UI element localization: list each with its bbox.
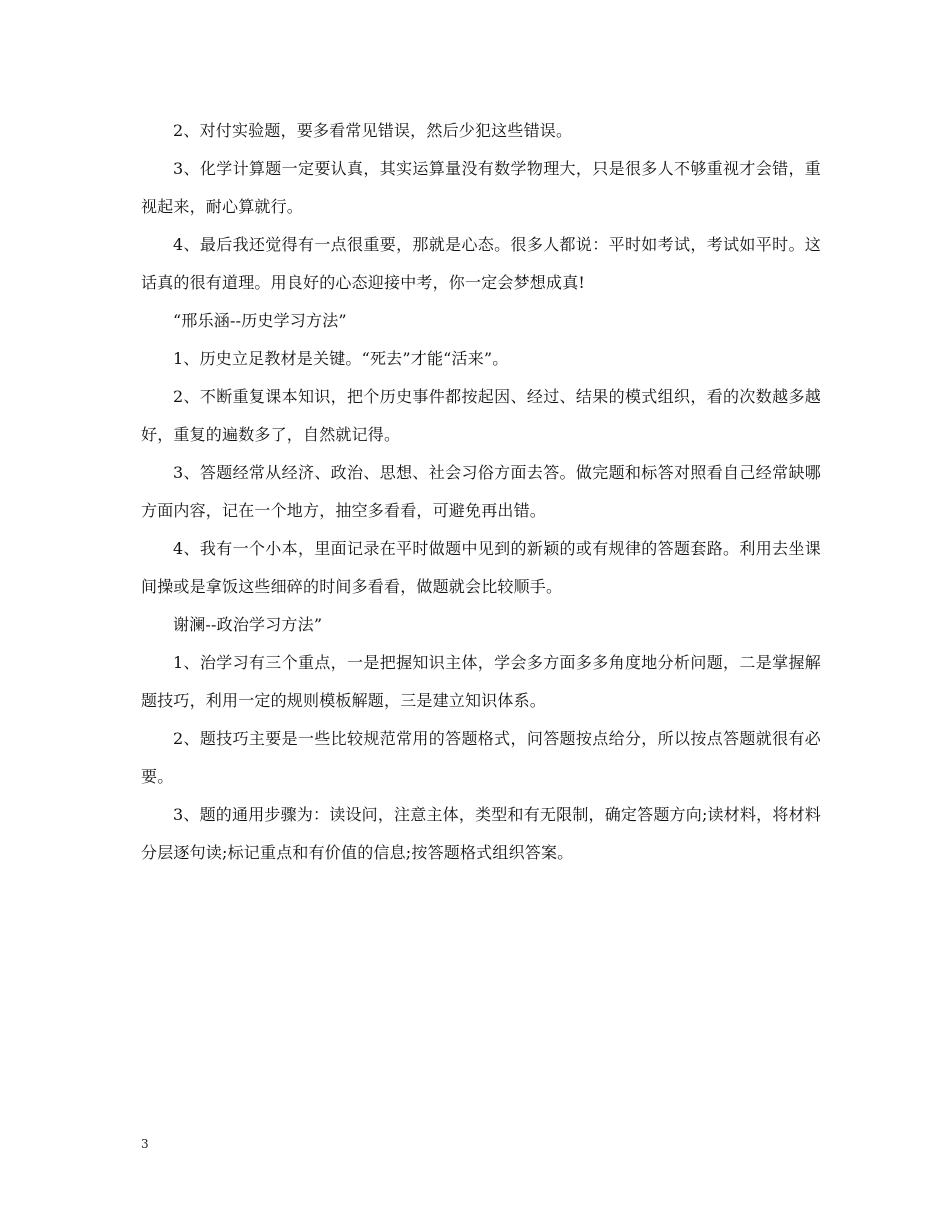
paragraph-history-2: 2、不断重复课本知识，把个历史事件都按起因、经过、结果的模式组织，看的次数越多越好，重复的遍数多了，自然就记得。	[141, 387, 821, 444]
paragraph-chemistry-calculation: 3、化学计算题一定要认真，其实运算量没有数学物理大，只是很多人不够重视才会错，重视起来，耐心算就行。	[141, 159, 821, 216]
paragraph-politics-2: 2、题技巧主要是一些比较规范常用的答题格式，问答题按点给分，所以按点答题就很有必要。	[141, 729, 821, 786]
paragraph-history-1: 1、历史立足教材是关键。“死去”才能“活来”。	[173, 349, 509, 368]
paragraph-mindset: 4、最后我还觉得有一点很重要，那就是心态。很多人都说：平时如考试，考试如平时。这话真的很有道理。用良好的心态迎接中考，你一定会梦想成真!	[141, 235, 821, 292]
document-body	[141, 112, 821, 872]
page-number: 3	[141, 1137, 149, 1151]
paragraph-politics-1: 1、治学习有三个重点，一是把握知识主体，学会多方面多多角度地分析问题，二是掌握解题技巧，利用一定的规则模板解题，三是建立知识体系。	[141, 653, 821, 710]
paragraph-chemistry-experiment: 2、对付实验题，要多看常见错误，然后少犯这些错误。	[173, 121, 573, 140]
paragraph-politics-3: 3、题的通用步骤为：读设问，注意主体，类型和有无限制，确定答题方向;读材料，将材料分层逐句读;标记重点和有价值的信息;按答题格式组织答案。	[141, 805, 821, 862]
paragraph-history-4: 4、我有一个小本，里面记录在平时做题中见到的新颖的或有规律的答题套路。利用去坐课间操或是拿饭这些细碎的时间多看看，做题就会比较顺手。	[141, 539, 821, 596]
section-heading-politics: 谢澜--政治学习方法”	[173, 615, 323, 634]
section-heading-history: “邢乐涵--历史学习方法”	[173, 311, 347, 330]
paragraph-history-3: 3、答题经常从经济、政治、思想、社会习俗方面去答。做完题和标答对照看自己经常缺哪方面内容，记在一个地方，抽空多看看，可避免再出错。	[141, 463, 821, 520]
